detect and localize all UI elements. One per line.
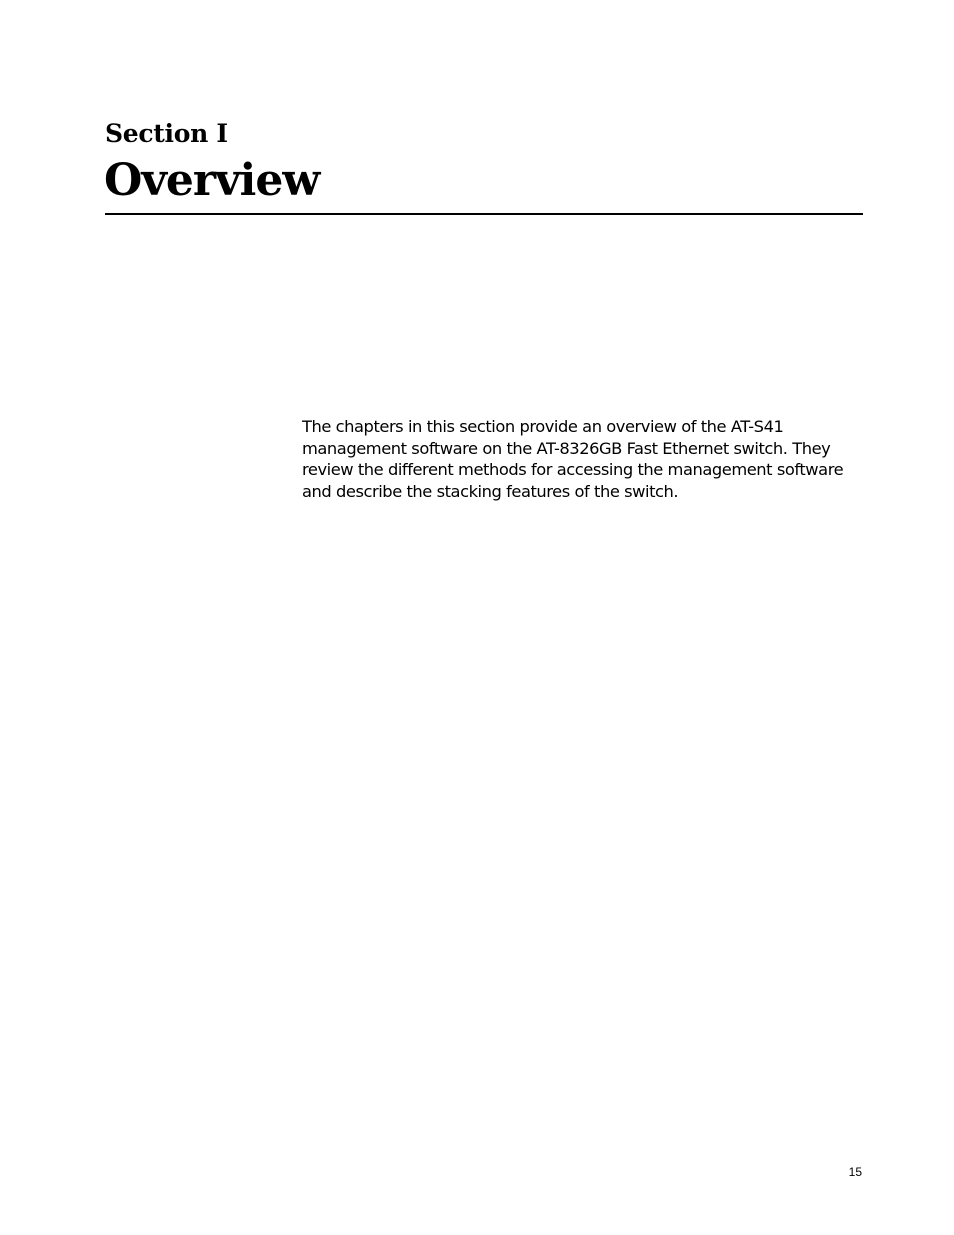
page-number: 15 — [848, 1165, 862, 1179]
intro-line: review the different methods for accessing the management software — [302, 460, 844, 480]
title-divider — [105, 213, 863, 215]
intro-paragraph — [302, 416, 862, 503]
page-title: Overview — [104, 155, 320, 206]
intro-line: and describe the stacking features of the switch. — [302, 482, 679, 502]
intro-line: The chapters in this section provide an overview of the AT-S41 — [302, 417, 784, 436]
intro-line: management software on the AT-8326GB Fast Ethernet switch. They — [302, 438, 831, 458]
section-label: Section I — [105, 119, 228, 148]
